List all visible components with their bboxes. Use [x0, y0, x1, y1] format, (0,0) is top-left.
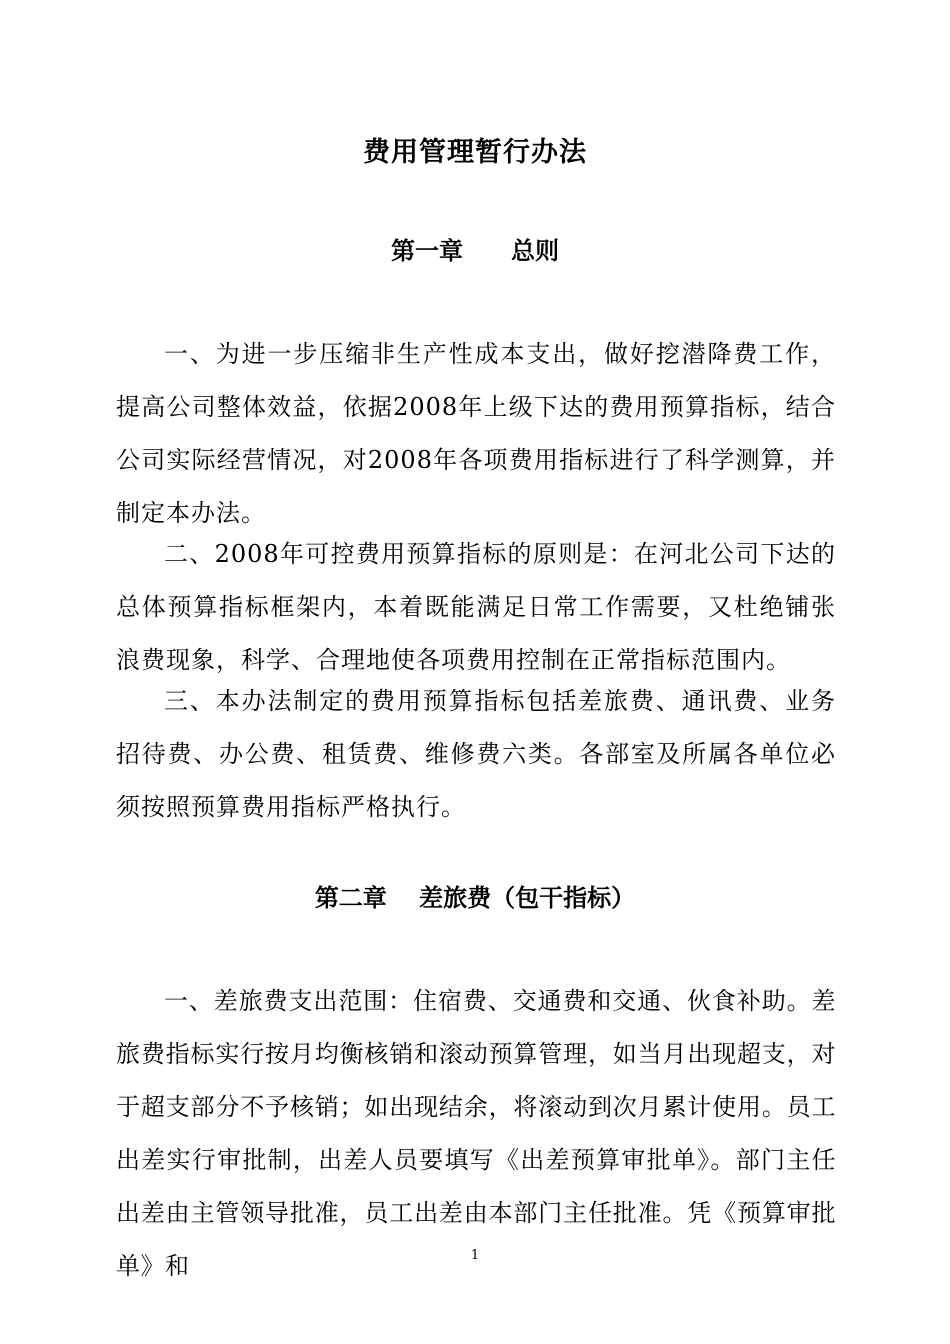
chapter-1-paragraph-3: 三、本办法制定的费用预算指标包括差旅费、通讯费、业务招待费、办公费、租赁费、维修费六类。各部室及所属各单位必须按照预算费用指标严格执行。: [116, 687, 836, 821]
chapter-1-paragraph-2: 二、2008年可控费用预算指标的原则是：在河北公司下达的总体预算指标框架内，本着既能满足日常工作需要，又杜绝铺张浪费现象，科学、合理地使各项费用控制在正常指标范围内。: [116, 540, 836, 674]
page-number: 1: [470, 1248, 480, 1263]
chapter-1-heading: 第一章 总则: [391, 236, 559, 265]
chapter-2-paragraph-1: 一、差旅费支出范围：住宿费、交通费和交通、伙食补助。差旅费指标实行按月均衡核销和滚动预算管理，如当月出现超支，对于超支部分不予核销；如出现结余，将滚动到次月累计使用。员工出差实行审批制，出差人员要填写《出差预算审批单》。部门主任出差由主管领导批准，员工出差由本部门主任批准。凭《预算审批单》和: [116, 987, 836, 1280]
chapter-2-heading: 第二章 差旅费（包干指标）: [314, 883, 636, 912]
chapter-1-paragraph-1: 一、为进一步压缩非生产性成本支出，做好挖潜降费工作，提高公司整体效益，依据2008年上级下达的费用预算指标，结合公司实际经营情况，对2008年各项费用指标进行了科学测算，并制定本办法。: [116, 340, 836, 527]
document-title: 费用管理暂行办法: [363, 137, 587, 168]
